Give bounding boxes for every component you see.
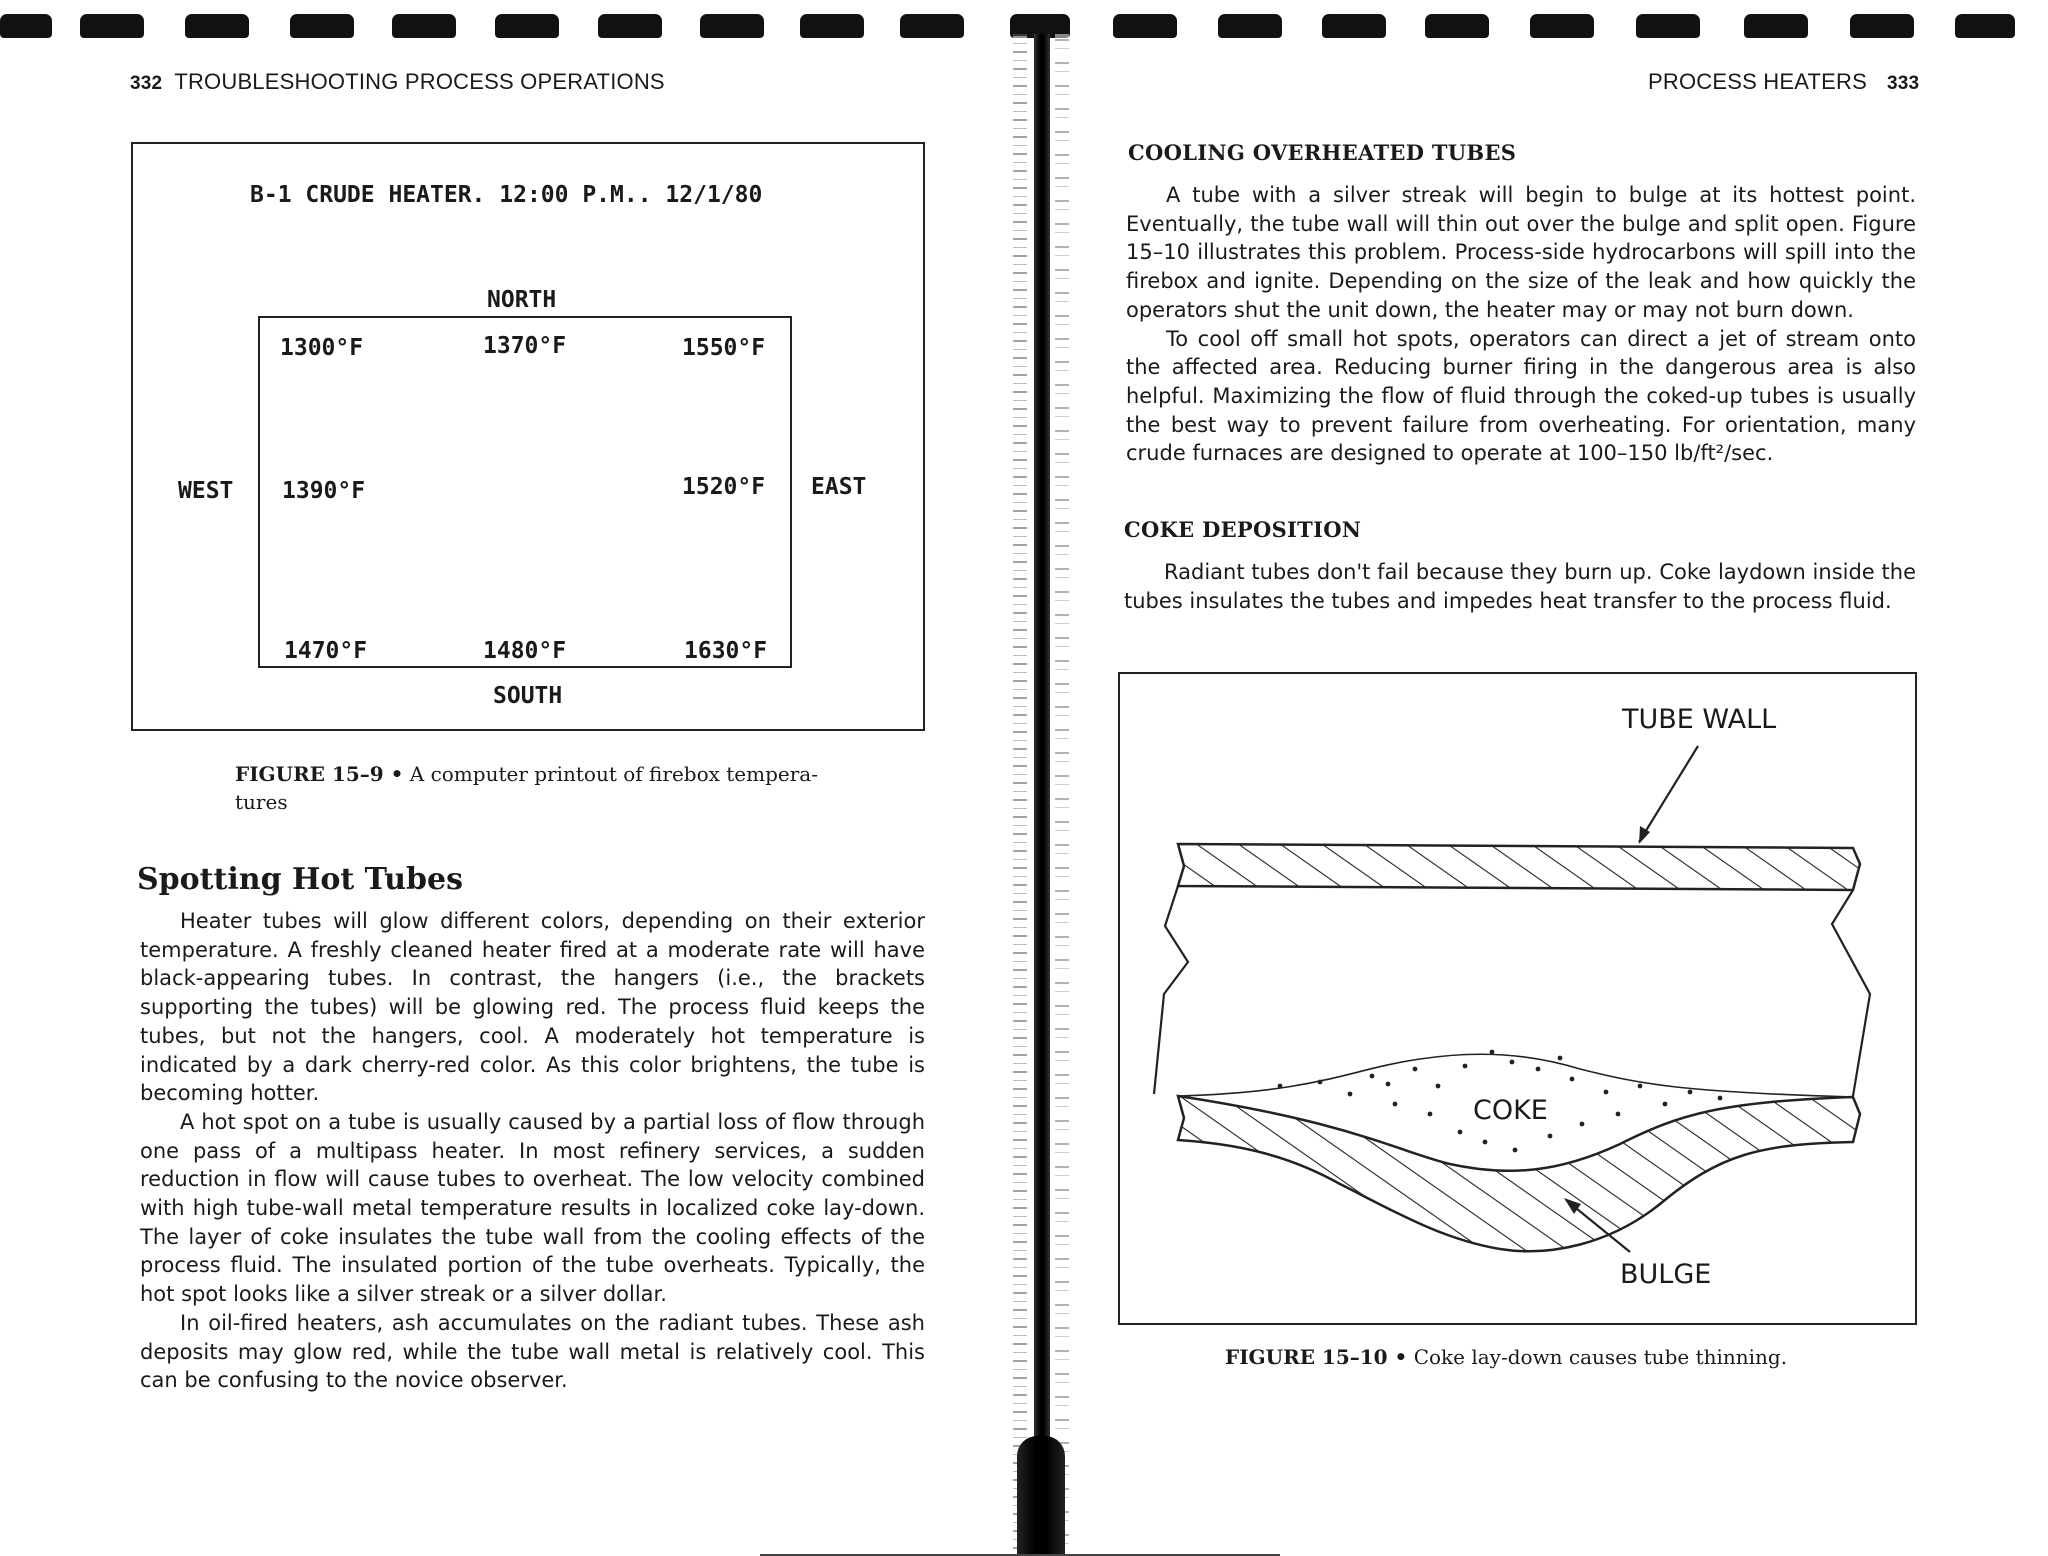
- punch-hole: [1636, 14, 1700, 38]
- label-bulge: BULGE: [1620, 1259, 1712, 1290]
- paragraph: To cool off small hot spots, operators can direct a jet of stream onto the affected area. Reducing burner firing in the dangerous area is also helpful. Maximizing the flow of fluid through the coked-up tubes is usually the best way to prevent failure from overheating. For orientation, many crude furnaces are designed to operate at 100–150 lb/ft²/sec.: [1126, 326, 1916, 466]
- figure-15-10-diagram: [1118, 672, 1917, 1325]
- caption-text: A computer printout of firebox tempera-: [409, 762, 818, 786]
- paragraph: Radiant tubes don't fail because they burn up. Coke laydown inside the tubes insulates the tubes and impedes heat transfer to the process fluid.: [1124, 560, 1916, 613]
- reading-southeast: 1630°F: [684, 638, 768, 664]
- label-west: WEST: [178, 478, 234, 504]
- reading-west: 1390°F: [282, 478, 366, 504]
- section-heading: Spotting Hot Tubes: [137, 862, 463, 897]
- punch-hole: [495, 14, 559, 38]
- page-number-left: 332: [130, 73, 163, 94]
- book-spine: [1005, 34, 1075, 1556]
- caption-text: Coke lay-down causes tube thinning.: [1413, 1345, 1788, 1369]
- coke-body: [1124, 558, 1916, 615]
- paragraph: Heater tubes will glow different colors, depending on their exterior temperature. A freshly cleaned heater fired at a moderate rate will have black-appearing tubes. In contrast, the hangers (i.e., the brackets supporting the tubes) will be glowing red. The process fluid keeps the tubes, but not the hangers, cool. A moderately hot temperature is indicated by a dark cherry-red color. As this color brightens, the tube is becoming hotter.: [140, 909, 925, 1106]
- figure-15-9-caption: [235, 760, 855, 816]
- punch-hole: [900, 14, 964, 38]
- punch-hole: [598, 14, 662, 38]
- left-running-title: TROUBLESHOOTING PROCESS OPERATIONS: [174, 69, 665, 94]
- punch-hole: [1955, 14, 2015, 38]
- punch-hole: [1322, 14, 1386, 38]
- reading-east: 1520°F: [682, 474, 766, 500]
- left-body: [140, 907, 925, 1395]
- left-running-head: [130, 69, 665, 95]
- paragraph: A hot spot on a tube is usually caused by a partial loss of flow through one pass of a multipass heater. In most refinery services, a sudden reduction in flow will cause tubes to overheat. The low velocity combined with high tube-wall metal temperature results in localized coke lay-down. The layer of coke insulates the tube wall from the cooling effects of the process fluid. The insulated portion of the tube overheats. Typically, the hot spot looks like a silver streak or a silver dollar.: [140, 1109, 925, 1307]
- punch-hole: [392, 14, 456, 38]
- punch-hole: [1425, 14, 1489, 38]
- heading-coke-deposition: COKE DEPOSITION: [1124, 517, 1362, 542]
- caption-label: FIGURE 15–10 •: [1225, 1345, 1408, 1369]
- punch-hole: [1113, 14, 1177, 38]
- caption-label: FIGURE 15–9 •: [235, 762, 404, 786]
- right-running-title: PROCESS HEATERS: [1648, 69, 1867, 94]
- punch-hole: [700, 14, 764, 38]
- punch-hole: [1530, 14, 1594, 38]
- figure-15-10-caption: [1225, 1343, 1925, 1371]
- page-number-right: 333: [1886, 73, 1920, 94]
- label-east: EAST: [811, 474, 867, 500]
- punch-hole: [290, 14, 354, 38]
- reading-southwest: 1470°F: [284, 638, 368, 664]
- reading-south: 1480°F: [483, 638, 567, 664]
- printout-title: B-1 CRUDE HEATER. 12:00 P.M.. 12/1/80: [250, 182, 763, 208]
- reading-northwest: 1300°F: [280, 335, 364, 361]
- caption-text-2: tures: [235, 790, 288, 814]
- punch-hole: [80, 14, 144, 38]
- label-north: NORTH: [487, 287, 557, 313]
- paragraph: A tube with a silver streak will begin to bulge at its hottest point. Eventually, the tube wall will thin out over the bulge and split open. Figure 15–10 illustrates this problem. Process-side hydrocarbons will spill into the firebox and ignite. Depending on the size of the leak and how quickly the operators shut the unit down, the heater may or may not burn down.: [1126, 183, 1916, 322]
- tube-cross-section: [1120, 674, 1915, 1323]
- reading-northeast: 1550°F: [682, 335, 766, 361]
- label-coke: COKE: [1473, 1095, 1548, 1126]
- punch-hole: [1850, 14, 1914, 38]
- cooling-body: [1126, 181, 1916, 468]
- heading-cooling-overheated-tubes: COOLING OVERHEATED TUBES: [1128, 140, 1517, 165]
- label-tube-wall: TUBE WALL: [1622, 704, 1777, 735]
- label-south: SOUTH: [493, 683, 563, 709]
- punch-hole: [1218, 14, 1282, 38]
- punch-hole: [0, 14, 52, 38]
- paragraph: In oil-fired heaters, ash accumulates on the radiant tubes. These ash deposits may glow red, while the tube wall metal is relatively cool. This can be confusing to the novice observer.: [140, 1310, 925, 1393]
- reading-north: 1370°F: [483, 333, 567, 359]
- punch-hole: [800, 14, 864, 38]
- punch-hole: [1744, 14, 1808, 38]
- right-running-head: [1648, 69, 1919, 95]
- punch-hole: [185, 14, 249, 38]
